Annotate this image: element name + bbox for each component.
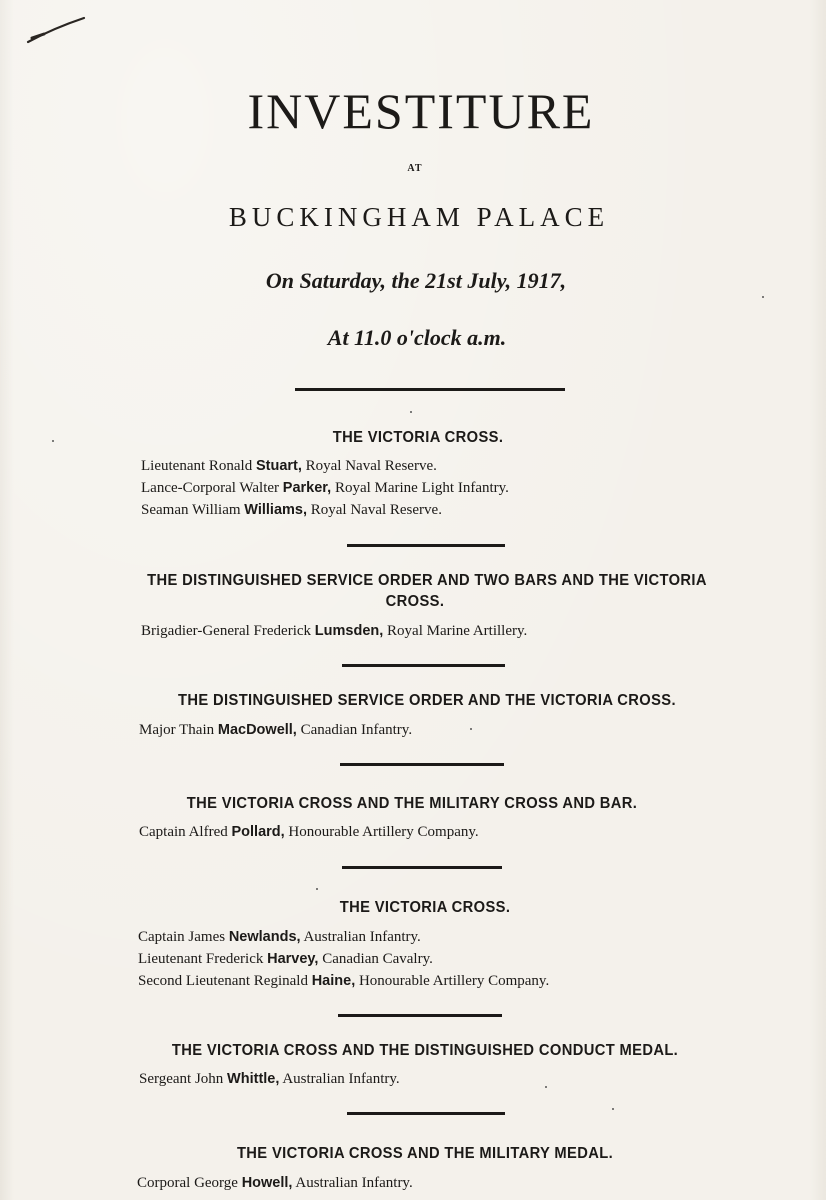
recipient-surname: Howell,: [241, 1175, 293, 1191]
ceremony-date: On Saturday, the 21st July, 1917,: [265, 268, 567, 293]
recipient-unit: Honourable Artillery Company.: [284, 824, 479, 840]
paper-speck: [52, 440, 54, 442]
recipient-rank-name: Brigadier-General Frederick: [141, 623, 315, 639]
section-heading: THE VICTORIA CROSS AND THE DISTINGUISHED CONDUCT MEDAL.: [171, 1042, 679, 1059]
recipient-entry: [141, 499, 442, 521]
section-heading: THE VICTORIA CROSS.: [332, 429, 504, 446]
recipient-unit: Royal Marine Artillery.: [383, 623, 528, 639]
recipient-rank-name: Captain Alfred: [139, 824, 232, 840]
section-divider: [340, 763, 504, 766]
recipient-unit: Royal Naval Reserve.: [301, 458, 437, 474]
section-heading: THE DISTINGUISHED SERVICE ORDER AND THE VICTORIA CROSS.: [178, 692, 676, 709]
section-divider: [342, 866, 502, 869]
section-heading-continued: CROSS.: [385, 593, 445, 610]
recipient-unit: Australian Infantry.: [300, 929, 421, 945]
recipient-rank-name: Seaman William: [141, 502, 245, 518]
section-divider: [347, 544, 505, 547]
paper-speck: [316, 888, 318, 890]
recipient-unit: Canadian Cavalry.: [318, 951, 433, 967]
recipient-unit: Canadian Infantry.: [296, 722, 413, 738]
recipient-entry: [137, 1172, 413, 1194]
section-heading: THE DISTINGUISHED SERVICE ORDER AND TWO BARS AND THE VICTORIA: [147, 572, 707, 589]
recipient-rank-name: Lance-Corporal Walter: [141, 480, 283, 496]
recipient-rank-name: Sergeant John: [139, 1071, 228, 1087]
recipient-unit: Australian Infantry.: [279, 1071, 400, 1087]
recipient-surname: Lumsden,: [314, 623, 384, 639]
section-divider: [338, 1014, 502, 1017]
pencil-mark: [24, 16, 88, 46]
venue-title: BUCKINGHAM PALACE: [228, 202, 610, 232]
section-divider: [347, 1112, 505, 1115]
recipient-entry: [139, 719, 412, 741]
recipient-entry: [141, 477, 509, 499]
recipient-surname: Harvey,: [267, 951, 319, 967]
recipient-entry: [138, 926, 421, 948]
section-heading: THE VICTORIA CROSS AND THE MILITARY MEDAL.: [236, 1145, 614, 1162]
recipient-rank-name: Lieutenant Frederick: [138, 951, 268, 967]
ceremony-time: At 11.0 o'clock a.m.: [327, 325, 507, 350]
at-label: AT: [407, 163, 423, 174]
recipient-surname: Stuart,: [255, 458, 302, 474]
recipient-surname: Newlands,: [228, 929, 301, 945]
recipient-unit: Royal Marine Light Infantry.: [331, 480, 509, 496]
header-divider: [295, 388, 565, 391]
document-title: INVESTITURE: [247, 83, 595, 139]
paper-speck: [762, 296, 764, 298]
recipient-entry: [139, 1068, 400, 1090]
section-heading: THE VICTORIA CROSS AND THE MILITARY CROSS AND BAR.: [186, 795, 638, 812]
recipient-entry: [141, 620, 527, 642]
recipient-entry: [139, 821, 479, 843]
paper-speck: [612, 1108, 614, 1110]
recipient-surname: Whittle,: [227, 1071, 280, 1087]
recipient-unit: Royal Naval Reserve.: [307, 502, 442, 518]
recipient-surname: MacDowell,: [217, 722, 297, 738]
paper-speck: [410, 411, 412, 413]
recipient-surname: Williams,: [244, 502, 307, 518]
recipient-rank-name: Corporal George: [137, 1175, 242, 1191]
recipient-surname: Parker,: [282, 480, 332, 496]
recipient-entry: [138, 970, 549, 992]
paper-speck: [545, 1086, 547, 1088]
recipient-surname: Pollard,: [231, 824, 285, 840]
section-heading: THE VICTORIA CROSS.: [339, 899, 511, 916]
recipient-unit: Honourable Artillery Company.: [355, 973, 550, 989]
recipient-unit: Australian Infantry.: [292, 1175, 413, 1191]
recipient-rank-name: Second Lieutenant Reginald: [138, 973, 312, 989]
recipient-entry: [141, 455, 437, 477]
recipient-rank-name: Lieutenant Ronald: [141, 458, 256, 474]
recipient-entry: [138, 948, 433, 970]
recipient-rank-name: Major Thain: [139, 722, 218, 738]
paper-speck: [470, 728, 472, 730]
section-divider: [342, 664, 505, 667]
recipient-surname: Haine,: [311, 973, 356, 989]
recipient-rank-name: Captain James: [138, 929, 229, 945]
